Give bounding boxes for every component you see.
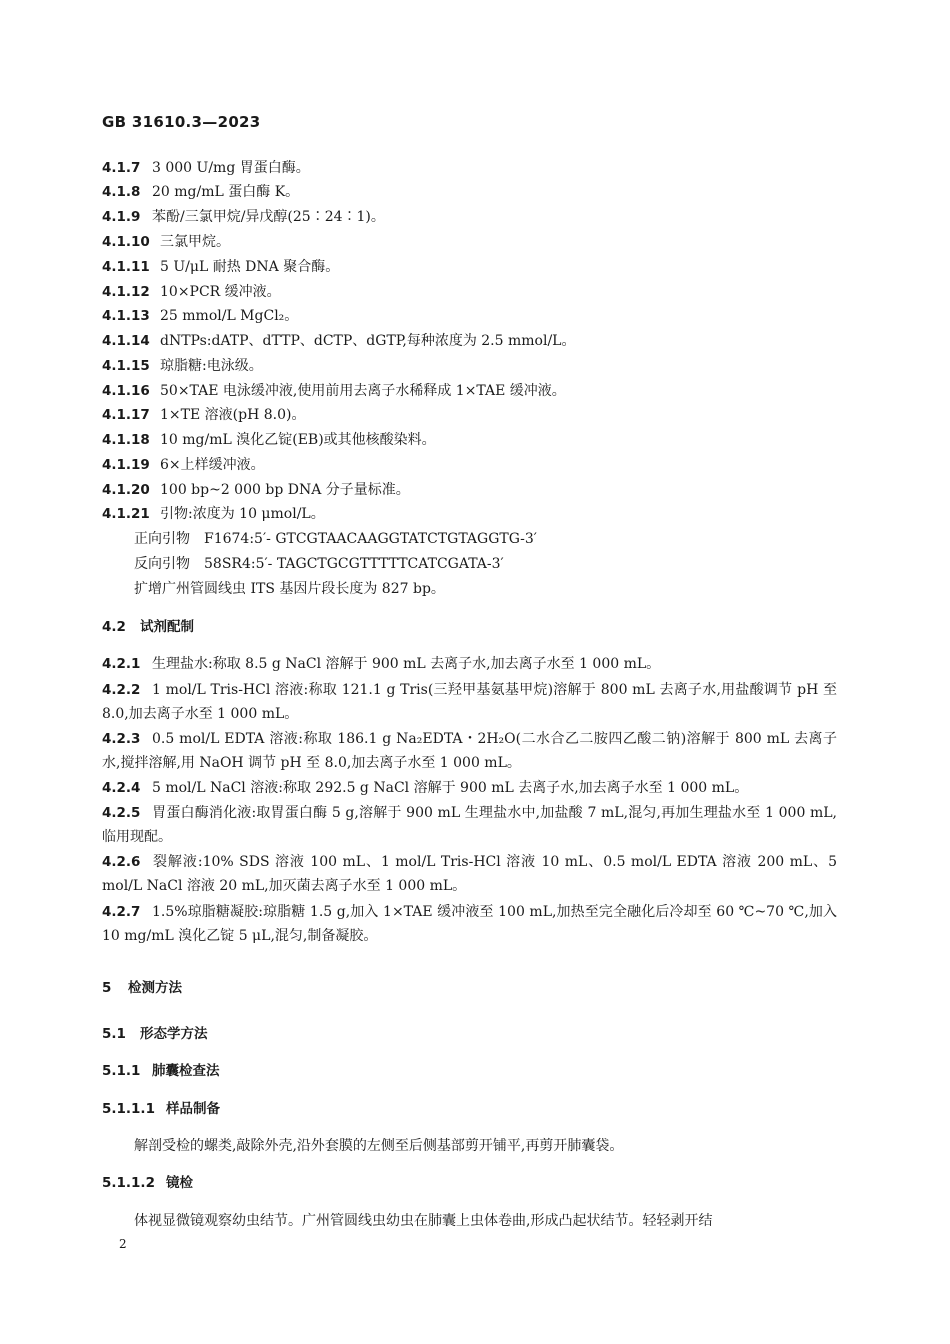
section-heading-4-2: 4.2 试剂配制 — [102, 619, 194, 635]
item-text: 100 bp~2 000 bp DNA 分子量标准。 — [160, 482, 410, 498]
item-number: 4.2.6 — [102, 854, 141, 870]
list-item — [102, 455, 265, 475]
item-number: 4.1.13 — [102, 308, 150, 324]
item-number: 4.1.20 — [102, 482, 150, 498]
item-number: 4.1.14 — [102, 333, 150, 349]
item-text: 三氯甲烷。 — [160, 234, 230, 250]
list-item — [102, 282, 281, 302]
list-item — [102, 331, 575, 351]
item-text: 1 mol/L Tris-HCl 溶液:称取 121.1 g Tris(三羟甲基氨基甲烷)溶解于 800 mL 去离子水,用盐酸调节 pH 至 8.0,加去离子水至 1 000 mL。 — [102, 682, 837, 722]
item-number: 4.2.5 — [102, 805, 141, 821]
item-text: 生理盐水:称取 8.5 g NaCl 溶解于 900 mL 去离子水,加去离子水至 1 000 mL。 — [152, 656, 661, 672]
item-text: 25 mmol/L MgCl₂。 — [160, 308, 299, 324]
list-item — [102, 257, 339, 277]
standard-header: GB 31610.3—2023 — [102, 113, 261, 131]
item-number: 4.1.10 — [102, 234, 150, 250]
paragraph: 解剖受检的螺类,敲除外壳,沿外套膜的左侧至后侧基部剪开铺平,再剪开肺囊袋。 — [134, 1138, 624, 1154]
item-number: 4.2.4 — [102, 780, 141, 796]
forward-primer: 正向引物 F1674:5′- GTCGTAACAAGGTATCTGTAGGTG-3′ — [134, 531, 537, 547]
item-number: 4.1.16 — [102, 383, 150, 399]
item-text: 1×TE 溶液(pH 8.0)。 — [160, 407, 306, 423]
section-heading-5-1-1: 5.1.1 肺囊检查法 — [102, 1063, 220, 1079]
list-item — [102, 207, 385, 227]
item-text: 琼脂糖:电泳级。 — [160, 358, 263, 374]
list-item — [102, 158, 310, 178]
list-item — [102, 504, 325, 524]
item-number: 4.1.8 — [102, 184, 141, 200]
item-text: 5 U/μL 耐热 DNA 聚合酶。 — [160, 259, 340, 275]
amplicon-length-note: 扩增广州管圆线虫 ITS 基因片段长度为 827 bp。 — [134, 581, 445, 597]
paragraph — [102, 801, 837, 849]
paragraph — [102, 727, 837, 775]
list-item — [102, 405, 305, 425]
list-item — [102, 381, 566, 401]
item-number: 4.1.18 — [102, 432, 150, 448]
item-number: 4.1.12 — [102, 284, 150, 300]
item-number: 4.2.7 — [102, 904, 141, 920]
item-number: 4.2.1 — [102, 656, 141, 672]
item-number: 4.1.15 — [102, 358, 150, 374]
item-text: 引物:浓度为 10 μmol/L。 — [160, 506, 325, 522]
reverse-primer: 反向引物 58SR4:5′- TAGCTGCGTTTTTCATCGATA-3′ — [134, 556, 504, 572]
section-heading-5-1: 5.1 形态学方法 — [102, 1026, 208, 1042]
section-heading-5-1-1-2: 5.1.1.2 镜检 — [102, 1175, 193, 1191]
item-text: dNTPs:dATP、dTTP、dCTP、dGTP,每种浓度为 2.5 mmol/L。 — [160, 333, 576, 349]
list-item — [102, 306, 298, 326]
item-text: 裂解液:10% SDS 溶液 100 mL、1 mol/L Tris-HCl 溶液 10 mL、0.5 mol/L EDTA 溶液 200 mL、5 mol/L NaCl 溶液 20 mL,加灭菌去离子水至 1 000 mL。 — [102, 854, 837, 894]
item-number: 4.1.7 — [102, 160, 141, 176]
page-number: 2 — [119, 1237, 127, 1251]
paragraph — [102, 850, 837, 898]
item-number: 4.2.3 — [102, 731, 141, 747]
list-item — [102, 480, 410, 500]
item-text: 6×上样缓冲液。 — [160, 457, 265, 473]
list-item — [102, 430, 436, 450]
paragraph — [102, 678, 837, 726]
item-text: 1.5%琼脂糖凝胶:琼脂糖 1.5 g,加入 1×TAE 缓冲液至 100 mL,加热至完全融化后冷却至 60 ℃~70 ℃,加入 10 mg/mL 溴化乙锭 5 μL,混匀,制备凝胶。 — [102, 904, 837, 944]
item-text: 苯酚/三氯甲烷/异戊醇(25∶24∶1)。 — [152, 209, 385, 225]
list-item — [102, 182, 299, 202]
item-number: 4.1.11 — [102, 259, 150, 275]
paragraph — [102, 900, 837, 948]
item-text: 胃蛋白酶消化液:取胃蛋白酶 5 g,溶解于 900 mL 生理盐水中,加盐酸 7 mL,混匀,再加生理盐水至 1 000 mL,临用现配。 — [102, 805, 837, 845]
item-text: 3 000 U/mg 胃蛋白酶。 — [152, 160, 310, 176]
item-number: 4.1.9 — [102, 209, 141, 225]
paragraph — [102, 776, 837, 800]
item-text: 0.5 mol/L EDTA 溶液:称取 186.1 g Na₂EDTA・2H₂O(二水合乙二胺四乙酸二钠)溶解于 800 mL 去离子水,搅拌溶解,用 NaOH 调节 pH 至 8.0,加去离子水至 1 000 mL。 — [102, 731, 837, 771]
item-number: 4.1.17 — [102, 407, 150, 423]
paragraph: 体视显微镜观察幼虫结节。广州管圆线虫幼虫在肺囊上虫体卷曲,形成凸起状结节。轻轻剥开结 — [134, 1213, 713, 1229]
item-text: 50×TAE 电泳缓冲液,使用前用去离子水稀释成 1×TAE 缓冲液。 — [160, 383, 566, 399]
item-number: 4.2.2 — [102, 682, 141, 698]
paragraph — [102, 652, 837, 676]
section-heading-5: 5 检测方法 — [102, 980, 182, 996]
item-text: 10 mg/mL 溴化乙锭(EB)或其他核酸染料。 — [160, 432, 436, 448]
item-number: 4.1.21 — [102, 506, 150, 522]
list-item — [102, 232, 230, 252]
list-item — [102, 356, 263, 376]
item-number: 4.1.19 — [102, 457, 150, 473]
section-heading-5-1-1-1: 5.1.1.1 样品制备 — [102, 1101, 220, 1117]
item-text: 10×PCR 缓冲液。 — [160, 284, 281, 300]
item-text: 5 mol/L NaCl 溶液:称取 292.5 g NaCl 溶解于 900 mL 去离子水,加去离子水至 1 000 mL。 — [152, 780, 749, 796]
item-text: 20 mg/mL 蛋白酶 K。 — [152, 184, 300, 200]
